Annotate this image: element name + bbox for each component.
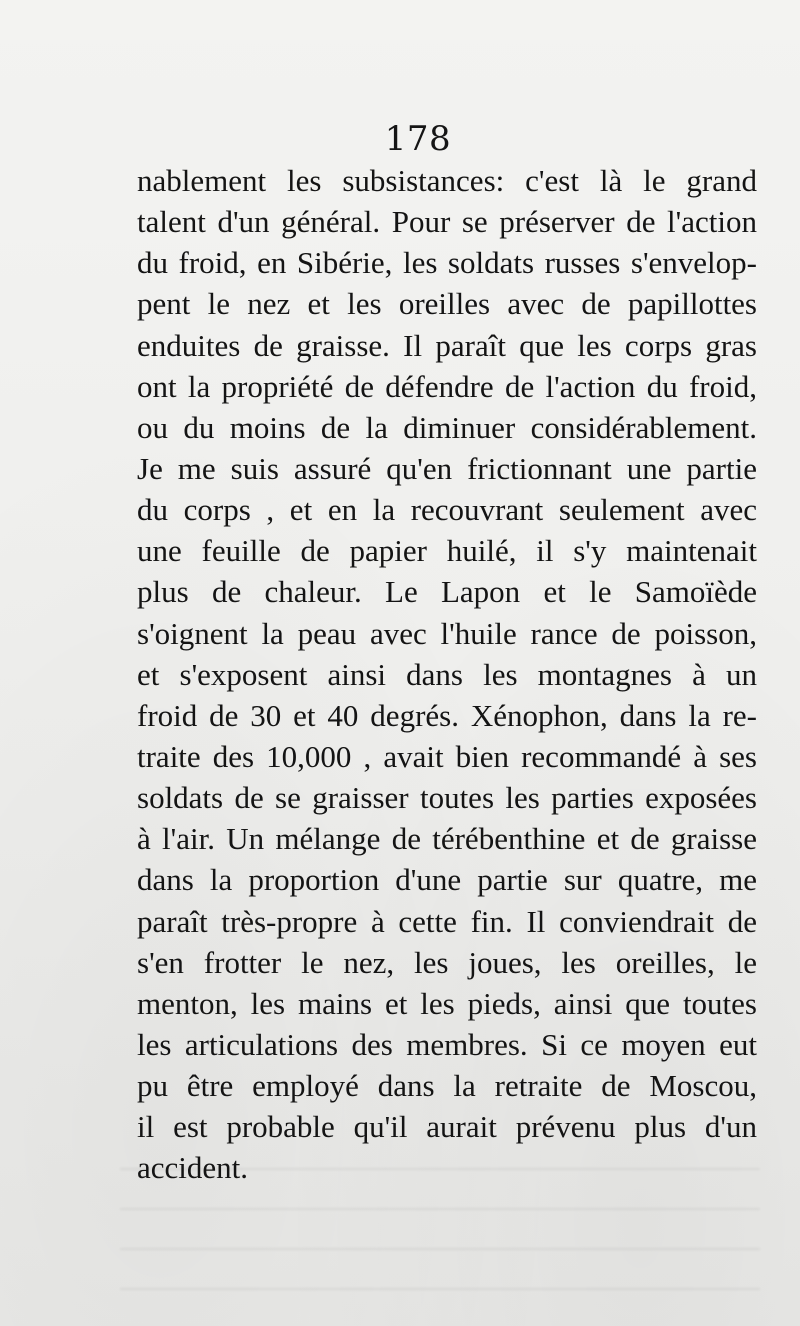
text-line: à l'air. Un mélange de térébenthine et de graisse [137, 821, 757, 857]
text-line: nablement les subsistances: c'est là le grand [137, 163, 757, 198]
text-line: ont la propriété de défendre de l'action du froid, [137, 368, 757, 404]
text-line: pent le nez et les oreilles avec de papillottes [137, 286, 757, 322]
text-line: et s'exposent ainsi dans les montagnes à un [137, 656, 757, 692]
text-line: accident. [137, 1150, 249, 1186]
text-line: du corps , et en la recouvrant seulement avec [137, 492, 757, 528]
page-number: 178 [384, 119, 452, 159]
text-line: une feuille de papier huilé, il s'y maintenait [137, 533, 757, 569]
text-line: il est probable qu'il aurait prévenu plus d'un [137, 1109, 757, 1145]
text-line: pu être employé dans la retraite de Moscou, [137, 1068, 757, 1104]
text-line: froid de 30 et 40 degrés. Xénophon, dans la re- [137, 697, 757, 733]
text-line: plus de chaleur. Le Lapon et le Samoïède [137, 574, 757, 610]
text-line: traite des 10,000 , avait bien recommandé à ses [137, 738, 757, 774]
text-line: paraît très-propre à cette fin. Il conviendrait de [137, 903, 757, 939]
text-line: soldats de se graisser toutes les parties exposées [137, 780, 757, 816]
text-line: s'en frotter le nez, les joues, les oreilles, le [137, 944, 757, 980]
text-line: enduites de graisse. Il paraît que les corps gras [137, 327, 757, 363]
text-line: du froid, en Sibérie, les soldats russes s'envelop- [137, 245, 757, 281]
text-line: Je me suis assuré qu'en frictionnant une partie [137, 450, 757, 486]
text-line: dans la proportion d'une partie sur quatre, me [137, 862, 757, 898]
text-line: menton, les mains et les pieds, ainsi que toutes [137, 985, 757, 1021]
text-line: talent d'un général. Pour se préserver de l'action [137, 204, 757, 240]
text-line: ou du moins de la diminuer considérablement. [137, 409, 757, 445]
body-text [137, 160, 757, 1189]
text-line: les articulations des membres. Si ce moyen eut [137, 1026, 757, 1062]
text-line: s'oignent la peau avec l'huile rance de poisson, [137, 615, 757, 651]
